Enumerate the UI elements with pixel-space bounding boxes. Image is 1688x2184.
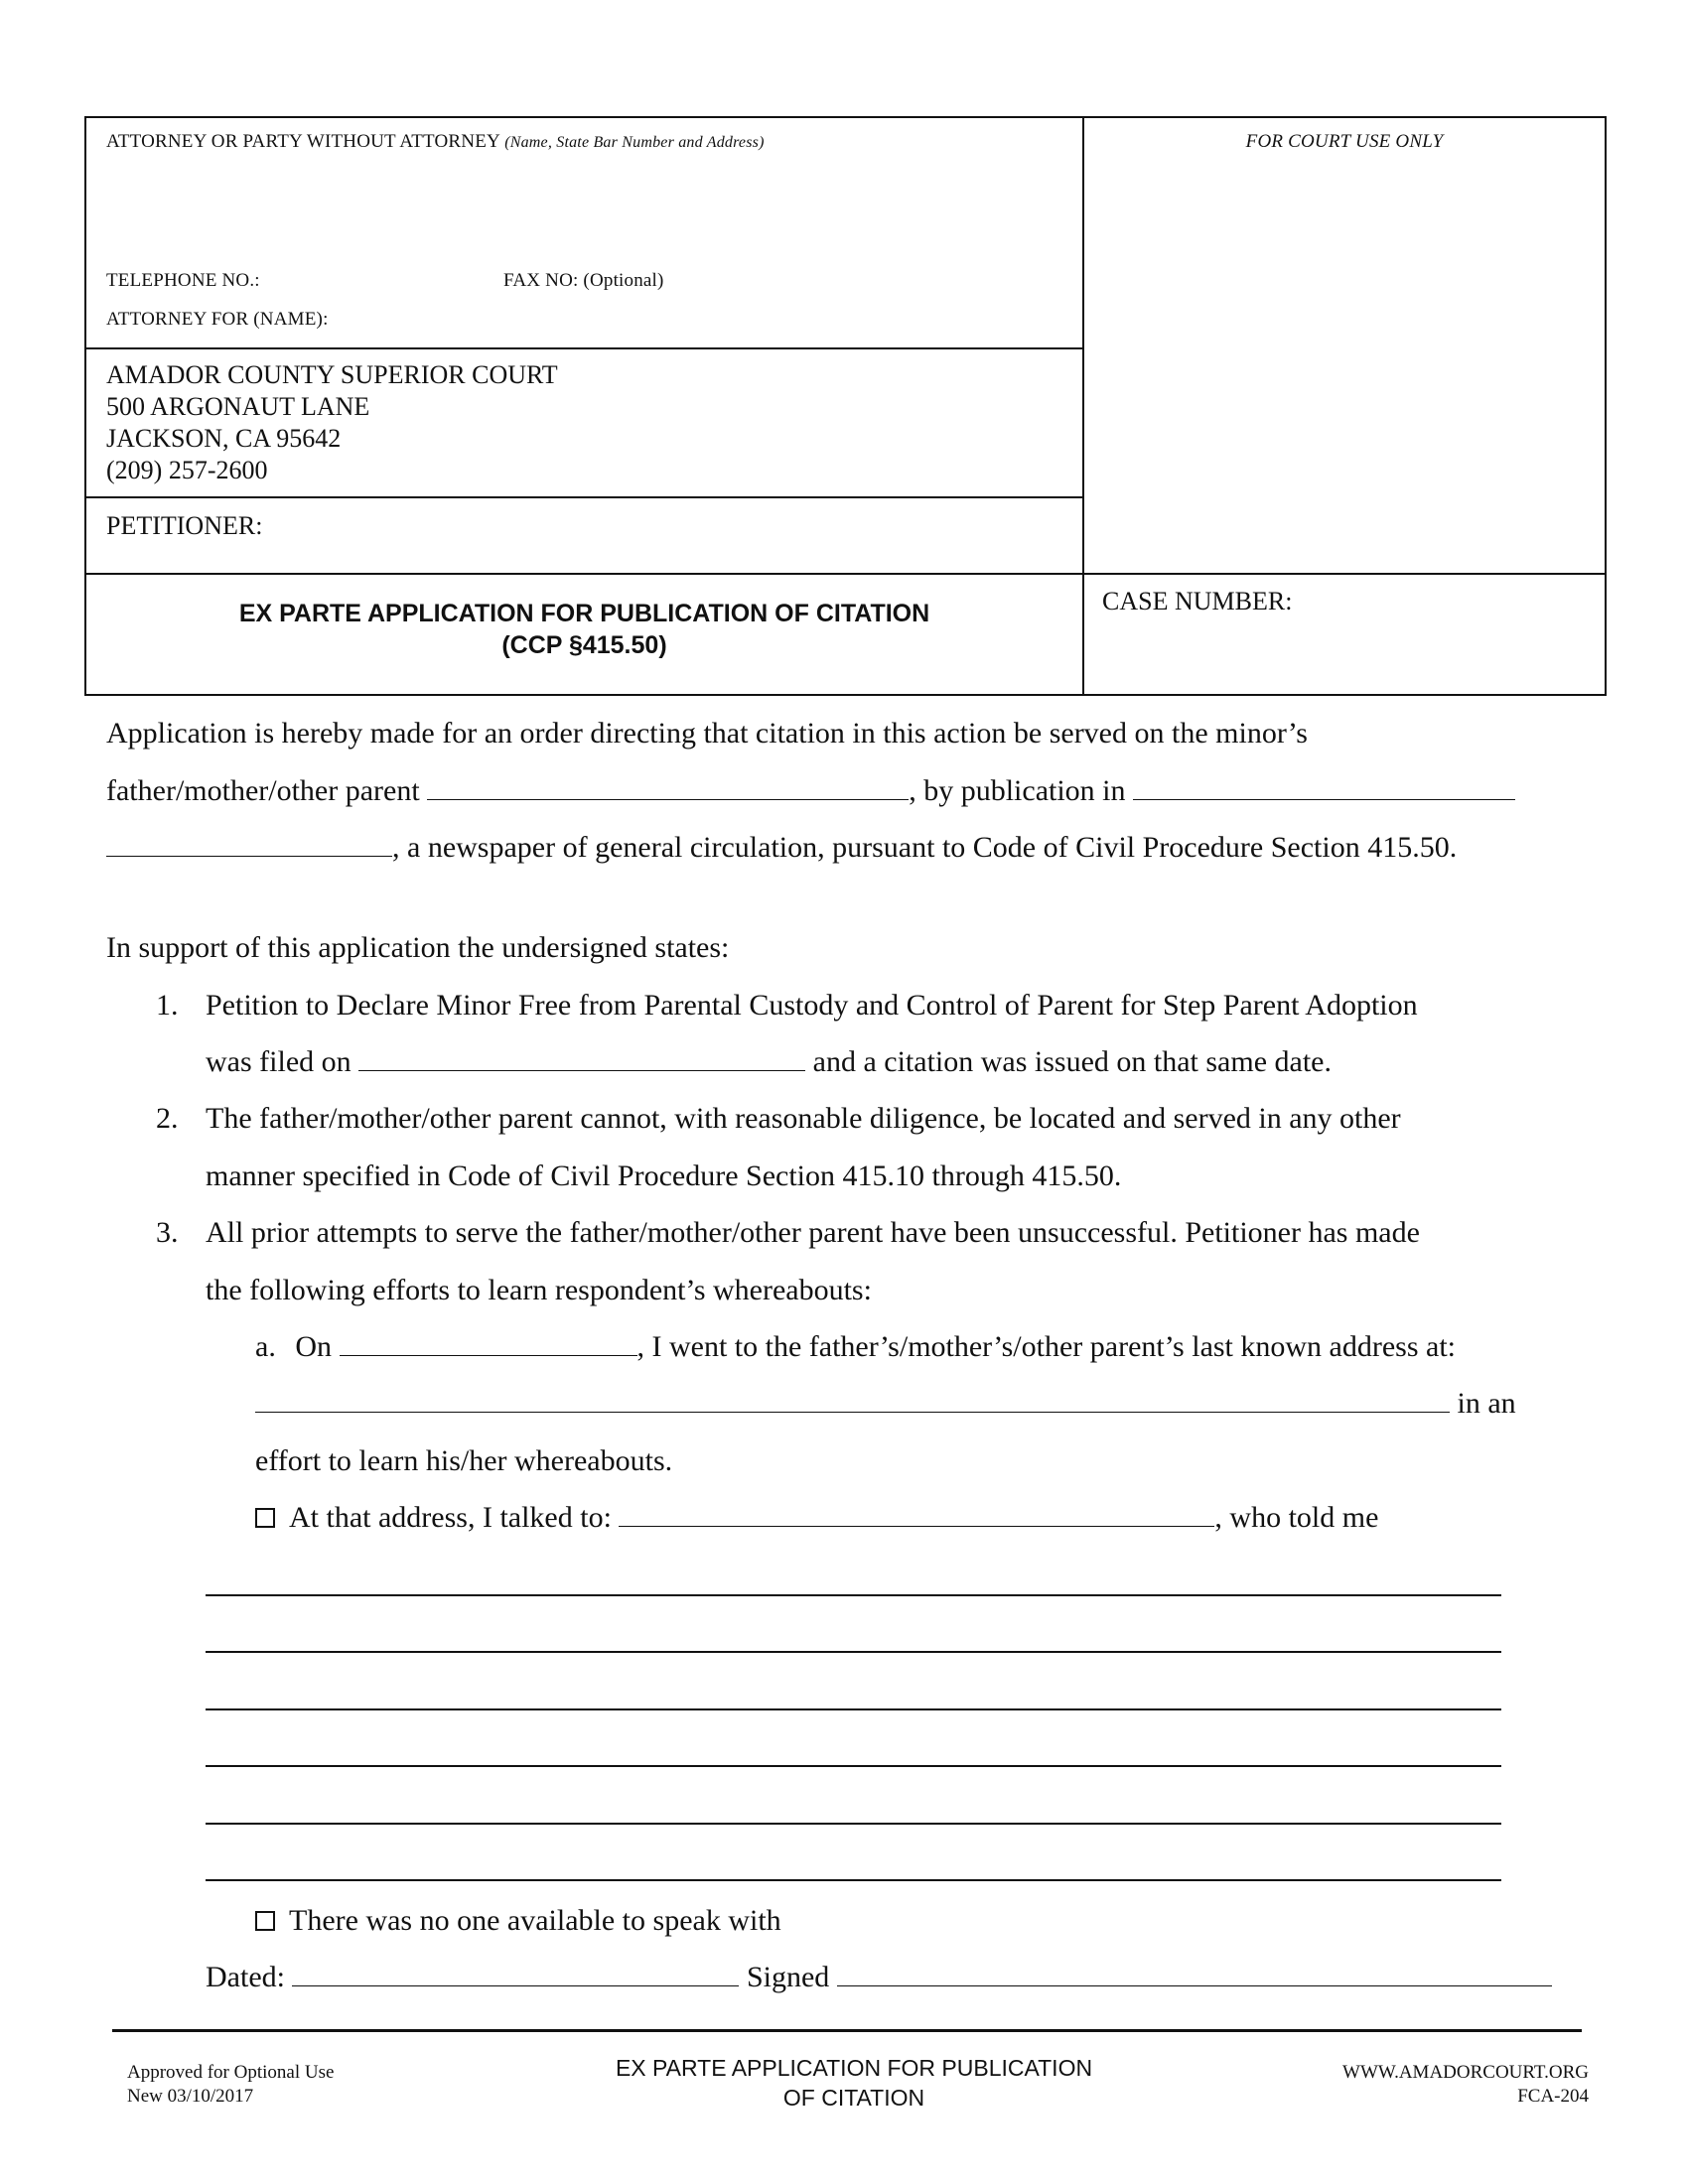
writing-line-5[interactable] (206, 1823, 1501, 1825)
newspaper-field-a[interactable] (1133, 775, 1515, 800)
caption-top-border (84, 116, 1607, 118)
form-title-line1: EX PARTE APPLICATION FOR PUBLICATION OF CITATION (238, 600, 930, 627)
talked-to-label: At that address, I talked to: (289, 1501, 612, 1534)
item1-line2 (206, 1045, 1332, 1079)
case-number-label: CASE NUMBER: (1102, 587, 1293, 615)
footer-left (127, 2061, 334, 2109)
item2-line2: manner specified in Code of Civil Procedure Section 415.10 through 415.50. (206, 1160, 1122, 1192)
dated-signed-row (206, 1961, 1552, 1994)
item1-line2-a: was filed on (206, 1045, 352, 1078)
footer-rule (112, 2029, 1582, 2032)
signature-field[interactable] (837, 1962, 1552, 1986)
item3a-effort: effort to learn his/her whereabouts. (255, 1444, 673, 1477)
item3-line2: the following efforts to learn respondent’s whereabouts: (206, 1274, 872, 1306)
attorney-note: (Name, State Bar Number and Address) (504, 134, 765, 151)
court-use-label: FOR COURT USE ONLY (1245, 131, 1444, 152)
p1-line2 (106, 774, 1515, 808)
caption-row-divider-3 (84, 573, 1607, 575)
attorney-label (106, 131, 765, 153)
p1-line2-b: , by publication in (909, 774, 1126, 807)
item3a-label: a. (255, 1330, 276, 1363)
signed-label: Signed (746, 1961, 830, 1993)
item1-line2-b: and a citation was issued on that same date. (812, 1045, 1332, 1078)
court-name: AMADOR COUNTY SUPERIOR COURT (106, 360, 558, 389)
caption-row-divider-1 (84, 347, 1084, 349)
item3a-line1 (255, 1330, 1456, 1364)
item3a-line2 (255, 1387, 1516, 1421)
caption-right-border (1605, 116, 1607, 696)
no-one-row (255, 1904, 781, 1938)
writing-line-3[interactable] (206, 1708, 1501, 1710)
item3-number: 3. (156, 1216, 179, 1249)
who-told-me: , who told me (1214, 1501, 1379, 1534)
writing-line-6[interactable] (206, 1879, 1501, 1881)
item2-line1: The father/mother/other parent cannot, with reasonable diligence, be located and served in any other (206, 1102, 1401, 1135)
attorney-for-label: ATTORNEY FOR (NAME): (106, 309, 329, 330)
caption-row-divider-2 (84, 496, 1084, 498)
telephone-label: TELEPHONE NO.: (106, 270, 260, 291)
form-title-line2: (CCP §415.50) (501, 631, 667, 659)
p1-line3 (106, 831, 1457, 865)
p1-line2-a: father/mother/other parent (106, 774, 420, 807)
support-intro: In support of this application the undersigned states: (106, 931, 730, 964)
writing-line-4[interactable] (206, 1765, 1501, 1767)
filed-date-field[interactable] (358, 1046, 805, 1071)
caption-divider (1082, 116, 1084, 696)
talked-to-row (255, 1501, 1378, 1535)
item1-line1: Petition to Declare Minor Free from Parental Custody and Control of Parent for Step Parent Adoption (206, 989, 1418, 1022)
item3a-on: On (295, 1330, 332, 1363)
no-one-label: There was no one available to speak with (289, 1904, 781, 1937)
newspaper-field-b[interactable] (106, 832, 392, 857)
no-one-checkbox[interactable] (255, 1911, 275, 1931)
writing-line-1[interactable] (206, 1594, 1501, 1596)
footer-title (556, 2053, 1152, 2113)
court-street: 500 ARGONAUT LANE (106, 392, 370, 421)
fax-label: FAX NO: (Optional) (503, 270, 664, 291)
footer-right (1192, 2061, 1589, 2109)
item2-number: 2. (156, 1102, 179, 1135)
petitioner-label: PETITIONER: (106, 511, 263, 540)
dated-field[interactable] (292, 1962, 739, 1986)
visit-date-field[interactable] (340, 1331, 637, 1356)
court-city: JACKSON, CA 95642 (106, 424, 342, 453)
caption-bottom-border (84, 694, 1607, 696)
footer-title-line1: EX PARTE APPLICATION FOR PUBLICATION (615, 2055, 1093, 2081)
item1-number: 1. (156, 989, 179, 1022)
footer-new-date: New 03/10/2017 (127, 2086, 254, 2107)
p1-line3-text: , a newspaper of general circulation, pursuant to Code of Civil Procedure Section 415.50. (392, 831, 1458, 864)
last-known-address-field[interactable] (255, 1388, 1450, 1413)
item3a-in-an: in an (1457, 1387, 1516, 1420)
item3a-text: , I went to the father’s/mother’s/other parent’s last known address at: (636, 1330, 1457, 1363)
attorney-label-text: ATTORNEY OR PARTY WITHOUT ATTORNEY (106, 131, 500, 152)
parent-name-field[interactable] (427, 775, 909, 800)
talked-to-name-field[interactable] (619, 1502, 1214, 1527)
p1-line1: Application is hereby made for an order directing that citation in this action be served on the minor’s (106, 717, 1308, 750)
footer-website[interactable]: WWW.AMADORCOURT.ORG (1342, 2062, 1589, 2083)
court-phone: (209) 257-2600 (106, 456, 268, 484)
footer-approved: Approved for Optional Use (127, 2062, 335, 2083)
footer-form-number: FCA-204 (1517, 2086, 1589, 2107)
footer-title-line2: OF CITATION (782, 2085, 925, 2111)
form-title (86, 598, 1082, 661)
talked-to-checkbox[interactable] (255, 1508, 275, 1528)
dated-label: Dated: (206, 1961, 285, 1993)
item3-line1: All prior attempts to serve the father/mother/other parent have been unsuccessful. Petitioner has made (206, 1216, 1420, 1249)
writing-line-2[interactable] (206, 1651, 1501, 1653)
court-address (106, 359, 558, 486)
